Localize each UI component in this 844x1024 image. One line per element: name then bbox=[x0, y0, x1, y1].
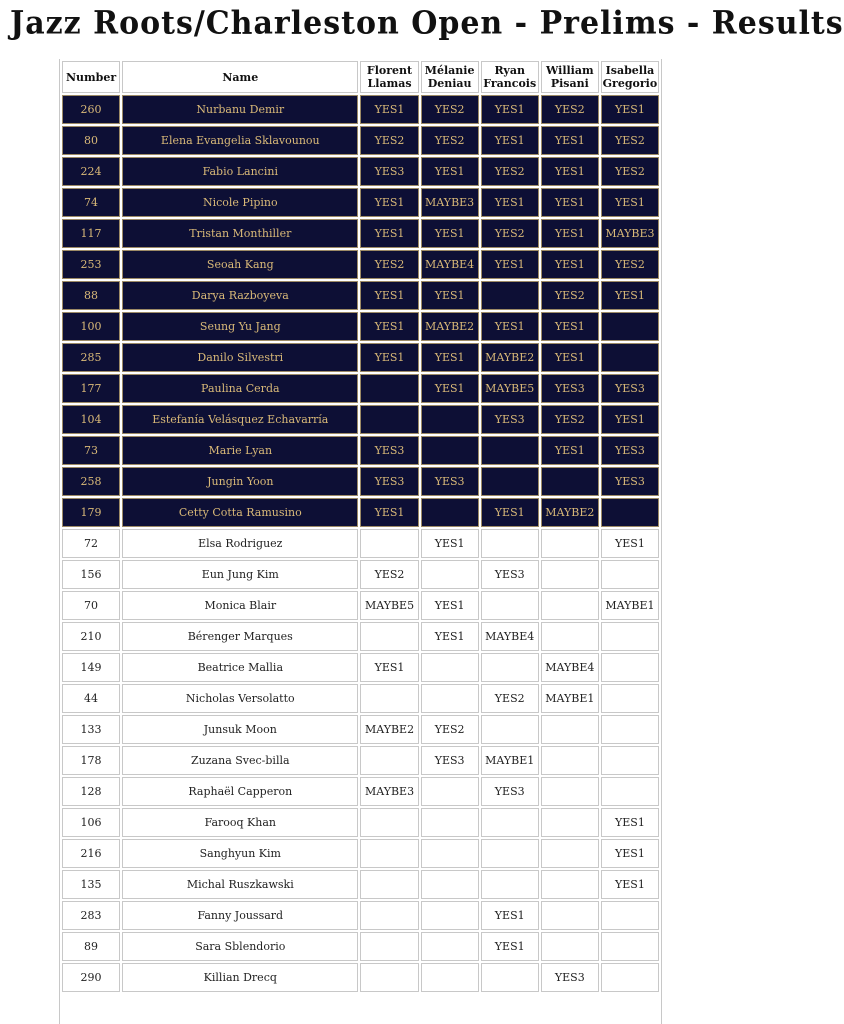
bib-number-cell: 117 bbox=[62, 219, 120, 248]
table-row-qualified bbox=[62, 374, 659, 403]
judge-score-cell: YES1 bbox=[601, 808, 659, 837]
judge-score-cell: YES1 bbox=[601, 405, 659, 434]
judge-score-cell: MAYBE3 bbox=[601, 219, 659, 248]
judge-score-cell bbox=[481, 963, 539, 992]
judge-score-cell: YES1 bbox=[481, 188, 539, 217]
table-row bbox=[62, 963, 659, 992]
judge-score-cell: YES1 bbox=[541, 157, 599, 186]
judge-score-cell: YES1 bbox=[481, 312, 539, 341]
judge-score-cell: MAYBE2 bbox=[481, 343, 539, 372]
judge-score-cell: YES2 bbox=[360, 250, 418, 279]
competitor-name-cell: Nicole Pipino bbox=[122, 188, 358, 217]
bib-number-cell: 89 bbox=[62, 932, 120, 961]
judge-score-cell: YES1 bbox=[541, 250, 599, 279]
judge-score-cell: YES1 bbox=[601, 188, 659, 217]
judge-score-cell bbox=[601, 963, 659, 992]
competitor-name-cell: Sara Sblendorio bbox=[122, 932, 358, 961]
judge-score-cell: YES1 bbox=[421, 529, 479, 558]
bib-number-cell: 70 bbox=[62, 591, 120, 620]
judge-score-cell bbox=[541, 839, 599, 868]
judge-score-cell bbox=[601, 901, 659, 930]
judge-score-cell bbox=[421, 405, 479, 434]
bib-number-cell: 44 bbox=[62, 684, 120, 713]
judge-score-cell: YES2 bbox=[541, 95, 599, 124]
judge-score-cell: YES2 bbox=[481, 157, 539, 186]
competitor-name-cell: Zuzana Svec-billa bbox=[122, 746, 358, 775]
judge-score-cell: YES3 bbox=[541, 374, 599, 403]
judge-score-cell bbox=[541, 467, 599, 496]
bib-number-cell: 133 bbox=[62, 715, 120, 744]
judge-score-cell: MAYBE2 bbox=[360, 715, 418, 744]
table-row bbox=[62, 622, 659, 651]
judge-score-cell: YES1 bbox=[421, 281, 479, 310]
bib-number-cell: 283 bbox=[62, 901, 120, 930]
column-header-name: Name bbox=[122, 61, 358, 93]
table-row-qualified bbox=[62, 188, 659, 217]
judge-score-cell bbox=[481, 529, 539, 558]
judge-score-cell: YES1 bbox=[360, 281, 418, 310]
judge-score-cell bbox=[601, 560, 659, 589]
judge-score-cell: YES3 bbox=[360, 436, 418, 465]
judge-score-cell bbox=[360, 529, 418, 558]
bib-number-cell: 80 bbox=[62, 126, 120, 155]
judge-score-cell bbox=[541, 932, 599, 961]
judge-score-cell bbox=[541, 560, 599, 589]
bib-number-cell: 104 bbox=[62, 405, 120, 434]
competitor-name-cell: Raphaël Capperon bbox=[122, 777, 358, 806]
judge-score-cell: YES1 bbox=[541, 436, 599, 465]
judge-score-cell: YES1 bbox=[360, 95, 418, 124]
judge-score-cell: YES1 bbox=[481, 932, 539, 961]
table-row bbox=[62, 715, 659, 744]
judge-score-cell: YES1 bbox=[481, 901, 539, 930]
judge-score-cell bbox=[541, 715, 599, 744]
table-row-qualified bbox=[62, 95, 659, 124]
judge-score-cell bbox=[601, 312, 659, 341]
competitor-name-cell: Elsa Rodriguez bbox=[122, 529, 358, 558]
judge-score-cell bbox=[360, 901, 418, 930]
judge-score-cell: YES2 bbox=[481, 219, 539, 248]
judge-score-cell: YES3 bbox=[360, 467, 418, 496]
competitor-name-cell: Eun Jung Kim bbox=[122, 560, 358, 589]
judge-score-cell: MAYBE4 bbox=[541, 653, 599, 682]
judge-score-cell: YES1 bbox=[421, 219, 479, 248]
judge-score-cell: YES1 bbox=[541, 219, 599, 248]
judge-score-cell: YES3 bbox=[601, 374, 659, 403]
judge-score-cell: MAYBE4 bbox=[421, 250, 479, 279]
judge-score-cell: YES3 bbox=[481, 560, 539, 589]
judge-score-cell: YES2 bbox=[421, 715, 479, 744]
competitor-name-cell: Junsuk Moon bbox=[122, 715, 358, 744]
judge-score-cell bbox=[541, 808, 599, 837]
competitor-name-cell: Marie Lyan bbox=[122, 436, 358, 465]
judge-score-cell bbox=[541, 622, 599, 651]
judge-score-cell bbox=[481, 281, 539, 310]
judge-score-cell: MAYBE5 bbox=[360, 591, 418, 620]
judge-score-cell: YES1 bbox=[421, 343, 479, 372]
judge-score-cell: YES3 bbox=[481, 777, 539, 806]
column-header-judge: Mélanie Deniau bbox=[421, 61, 479, 93]
bib-number-cell: 88 bbox=[62, 281, 120, 310]
bib-number-cell: 106 bbox=[62, 808, 120, 837]
competitor-name-cell: Fanny Joussard bbox=[122, 901, 358, 930]
table-row bbox=[62, 529, 659, 558]
judge-score-cell bbox=[481, 591, 539, 620]
judge-score-cell: YES1 bbox=[421, 591, 479, 620]
competitor-name-cell: Seung Yu Jang bbox=[122, 312, 358, 341]
table-row-qualified bbox=[62, 343, 659, 372]
competitor-name-cell: Cetty Cotta Ramusino bbox=[122, 498, 358, 527]
competitor-name-cell: Bérenger Marques bbox=[122, 622, 358, 651]
judge-score-cell bbox=[601, 498, 659, 527]
judge-score-cell: MAYBE2 bbox=[421, 312, 479, 341]
bib-number-cell: 285 bbox=[62, 343, 120, 372]
judge-score-cell: YES3 bbox=[601, 436, 659, 465]
bib-number-cell: 72 bbox=[62, 529, 120, 558]
table-row bbox=[62, 560, 659, 589]
table-row bbox=[62, 808, 659, 837]
judge-score-cell: MAYBE2 bbox=[541, 498, 599, 527]
table-row bbox=[62, 839, 659, 868]
judge-score-cell: YES2 bbox=[541, 405, 599, 434]
judge-score-cell bbox=[481, 653, 539, 682]
judge-score-cell bbox=[421, 901, 479, 930]
judge-score-cell: YES1 bbox=[601, 529, 659, 558]
judge-score-cell bbox=[541, 746, 599, 775]
column-header-judge: Isabella Gregorio bbox=[601, 61, 659, 93]
table-row-qualified bbox=[62, 312, 659, 341]
judge-score-cell: YES2 bbox=[601, 126, 659, 155]
competitor-name-cell: Nurbanu Demir bbox=[122, 95, 358, 124]
judge-score-cell: YES1 bbox=[601, 95, 659, 124]
judge-score-cell bbox=[481, 839, 539, 868]
judge-score-cell bbox=[601, 653, 659, 682]
table-row bbox=[62, 653, 659, 682]
competitor-name-cell: Michal Ruszkawski bbox=[122, 870, 358, 899]
bib-number-cell: 253 bbox=[62, 250, 120, 279]
judge-score-cell: MAYBE1 bbox=[481, 746, 539, 775]
judge-score-cell bbox=[360, 932, 418, 961]
table-row bbox=[62, 870, 659, 899]
judge-score-cell bbox=[601, 684, 659, 713]
competitor-name-cell: Killian Drecq bbox=[122, 963, 358, 992]
judge-score-cell bbox=[601, 932, 659, 961]
judge-score-cell: YES1 bbox=[360, 188, 418, 217]
judge-score-cell: YES3 bbox=[541, 963, 599, 992]
judge-score-cell bbox=[541, 777, 599, 806]
column-header-number: Number bbox=[62, 61, 120, 93]
judge-score-cell bbox=[360, 684, 418, 713]
table-row bbox=[62, 901, 659, 930]
competitor-name-cell: Paulina Cerda bbox=[122, 374, 358, 403]
judge-score-cell: YES2 bbox=[481, 684, 539, 713]
table-row bbox=[62, 591, 659, 620]
judge-score-cell bbox=[481, 467, 539, 496]
judge-score-cell bbox=[360, 405, 418, 434]
judge-score-cell bbox=[481, 715, 539, 744]
judge-score-cell: YES2 bbox=[421, 95, 479, 124]
competitor-name-cell: Fabio Lancini bbox=[122, 157, 358, 186]
table-row-qualified bbox=[62, 498, 659, 527]
table-row-qualified bbox=[62, 405, 659, 434]
judge-score-cell bbox=[601, 746, 659, 775]
judge-score-cell: YES1 bbox=[360, 312, 418, 341]
judge-score-cell: YES3 bbox=[601, 467, 659, 496]
table-row bbox=[62, 777, 659, 806]
judge-score-cell: MAYBE1 bbox=[541, 684, 599, 713]
judge-score-cell bbox=[421, 684, 479, 713]
judge-score-cell bbox=[481, 808, 539, 837]
competitor-name-cell: Nicholas Versolatto bbox=[122, 684, 358, 713]
results-body bbox=[62, 95, 659, 992]
bib-number-cell: 258 bbox=[62, 467, 120, 496]
judge-score-cell: MAYBE5 bbox=[481, 374, 539, 403]
judge-score-cell: YES2 bbox=[541, 281, 599, 310]
judge-score-cell: YES1 bbox=[481, 498, 539, 527]
judge-score-cell bbox=[421, 498, 479, 527]
judge-score-cell bbox=[360, 839, 418, 868]
table-row bbox=[62, 746, 659, 775]
judge-score-cell: YES1 bbox=[601, 281, 659, 310]
judge-score-cell bbox=[360, 963, 418, 992]
judge-score-cell: YES1 bbox=[481, 126, 539, 155]
judge-score-cell: MAYBE3 bbox=[421, 188, 479, 217]
judge-score-cell bbox=[421, 777, 479, 806]
bib-number-cell: 156 bbox=[62, 560, 120, 589]
judge-score-cell: MAYBE4 bbox=[481, 622, 539, 651]
judge-score-cell: YES2 bbox=[601, 250, 659, 279]
judge-score-cell: YES1 bbox=[360, 219, 418, 248]
judge-score-cell: YES1 bbox=[421, 374, 479, 403]
judge-score-cell bbox=[421, 436, 479, 465]
judge-score-cell bbox=[360, 808, 418, 837]
judge-score-cell: MAYBE1 bbox=[601, 591, 659, 620]
judge-score-cell: YES1 bbox=[481, 250, 539, 279]
judge-score-cell: MAYBE3 bbox=[360, 777, 418, 806]
judge-score-cell bbox=[601, 715, 659, 744]
judge-score-cell bbox=[421, 870, 479, 899]
header-row bbox=[62, 61, 659, 93]
judge-score-cell bbox=[360, 870, 418, 899]
judge-score-cell: YES2 bbox=[360, 560, 418, 589]
table-row-qualified bbox=[62, 281, 659, 310]
competitor-name-cell: Darya Razboyeva bbox=[122, 281, 358, 310]
page-title: Jazz Roots/Charleston Open - Prelims - Results bbox=[10, 5, 844, 42]
table-row-qualified bbox=[62, 157, 659, 186]
judge-score-cell: YES1 bbox=[601, 870, 659, 899]
competitor-name-cell: Sanghyun Kim bbox=[122, 839, 358, 868]
table-row bbox=[62, 684, 659, 713]
judge-score-cell: YES3 bbox=[360, 157, 418, 186]
judge-score-cell bbox=[481, 436, 539, 465]
competitor-name-cell: Seoah Kang bbox=[122, 250, 358, 279]
bib-number-cell: 73 bbox=[62, 436, 120, 465]
column-header-judge: William Pisani bbox=[541, 61, 599, 93]
judge-score-cell: YES1 bbox=[421, 622, 479, 651]
judge-score-cell: YES1 bbox=[481, 95, 539, 124]
judge-score-cell bbox=[541, 901, 599, 930]
competitor-name-cell: Farooq Khan bbox=[122, 808, 358, 837]
judge-score-cell: YES1 bbox=[360, 343, 418, 372]
table-row-qualified bbox=[62, 467, 659, 496]
judge-score-cell: YES2 bbox=[421, 126, 479, 155]
judge-score-cell: YES3 bbox=[421, 467, 479, 496]
bib-number-cell: 290 bbox=[62, 963, 120, 992]
judge-score-cell bbox=[421, 963, 479, 992]
bib-number-cell: 260 bbox=[62, 95, 120, 124]
competitor-name-cell: Estefanía Velásquez Echavarría bbox=[122, 405, 358, 434]
judge-score-cell bbox=[421, 560, 479, 589]
judge-score-cell: YES1 bbox=[601, 839, 659, 868]
judge-score-cell: YES3 bbox=[421, 746, 479, 775]
competitor-name-cell: Monica Blair bbox=[122, 591, 358, 620]
column-header-judge: Ryan Francois bbox=[481, 61, 539, 93]
judge-score-cell: YES1 bbox=[541, 312, 599, 341]
results-table-container bbox=[59, 59, 662, 1024]
competitor-name-cell: Beatrice Mallia bbox=[122, 653, 358, 682]
judge-score-cell bbox=[421, 839, 479, 868]
column-header-judge: Florent Llamas bbox=[360, 61, 418, 93]
bib-number-cell: 128 bbox=[62, 777, 120, 806]
judge-score-cell bbox=[360, 374, 418, 403]
bib-number-cell: 100 bbox=[62, 312, 120, 341]
bib-number-cell: 178 bbox=[62, 746, 120, 775]
judge-score-cell: YES1 bbox=[541, 126, 599, 155]
judge-score-cell bbox=[421, 932, 479, 961]
bib-number-cell: 149 bbox=[62, 653, 120, 682]
judge-score-cell: YES1 bbox=[541, 188, 599, 217]
judge-score-cell: YES3 bbox=[481, 405, 539, 434]
bib-number-cell: 135 bbox=[62, 870, 120, 899]
judge-score-cell bbox=[541, 591, 599, 620]
bib-number-cell: 224 bbox=[62, 157, 120, 186]
results-table bbox=[60, 59, 661, 994]
competitor-name-cell: Tristan Monthiller bbox=[122, 219, 358, 248]
table-row-qualified bbox=[62, 436, 659, 465]
bib-number-cell: 179 bbox=[62, 498, 120, 527]
table-row-qualified bbox=[62, 250, 659, 279]
judge-score-cell bbox=[421, 808, 479, 837]
competitor-name-cell: Danilo Silvestri bbox=[122, 343, 358, 372]
judge-score-cell: YES1 bbox=[421, 157, 479, 186]
table-row-qualified bbox=[62, 219, 659, 248]
judge-score-cell: YES1 bbox=[541, 343, 599, 372]
bib-number-cell: 210 bbox=[62, 622, 120, 651]
judge-score-cell bbox=[360, 622, 418, 651]
competitor-name-cell: Jungin Yoon bbox=[122, 467, 358, 496]
judge-score-cell bbox=[601, 777, 659, 806]
bib-number-cell: 177 bbox=[62, 374, 120, 403]
competitor-name-cell: Elena Evangelia Sklavounou bbox=[122, 126, 358, 155]
judge-score-cell: YES2 bbox=[601, 157, 659, 186]
table-row bbox=[62, 932, 659, 961]
judge-score-cell bbox=[541, 529, 599, 558]
judge-score-cell: YES2 bbox=[360, 126, 418, 155]
bib-number-cell: 216 bbox=[62, 839, 120, 868]
judge-score-cell bbox=[421, 653, 479, 682]
bib-number-cell: 74 bbox=[62, 188, 120, 217]
judge-score-cell bbox=[601, 343, 659, 372]
judge-score-cell: YES1 bbox=[360, 653, 418, 682]
judge-score-cell: YES1 bbox=[360, 498, 418, 527]
judge-score-cell bbox=[601, 622, 659, 651]
table-row-qualified bbox=[62, 126, 659, 155]
judge-score-cell bbox=[481, 870, 539, 899]
judge-score-cell bbox=[360, 746, 418, 775]
judge-score-cell bbox=[541, 870, 599, 899]
